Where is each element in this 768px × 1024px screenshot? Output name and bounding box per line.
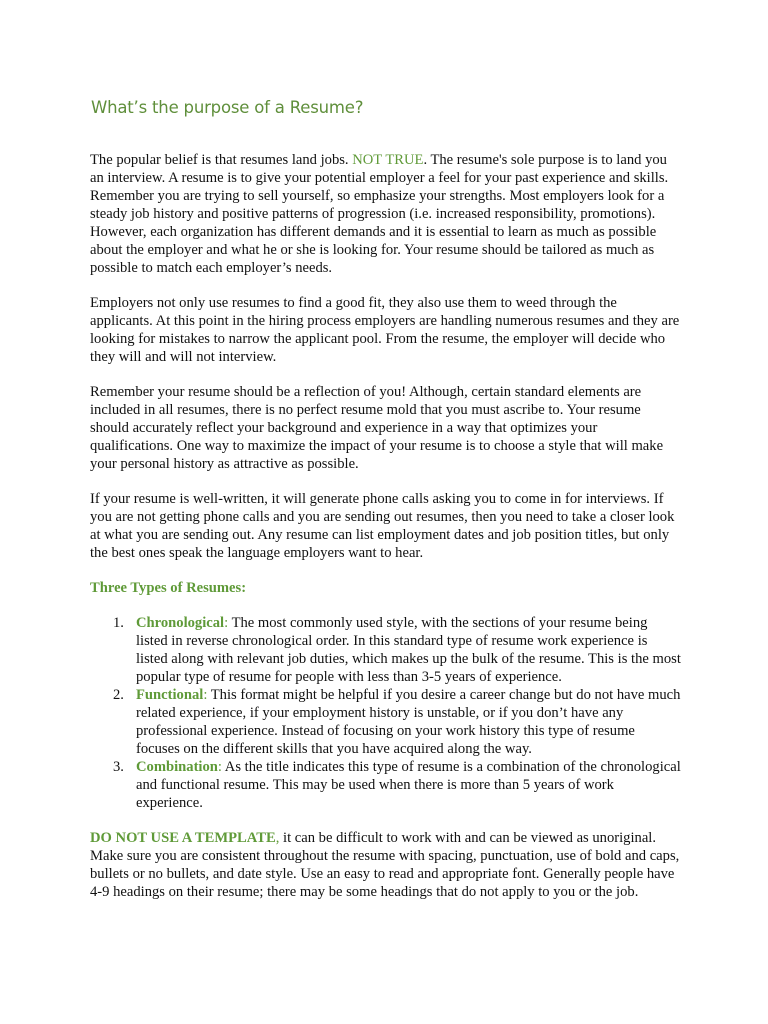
term-colon: : <box>203 687 208 703</box>
list-number: 1. <box>113 615 124 631</box>
list-number: 2. <box>113 687 124 703</box>
types-heading: Three Types of Resumes: <box>90 580 247 596</box>
template-comma: , <box>275 830 280 846</box>
do-not-use-template-highlight: DO NOT USE A TEMPLATE <box>90 830 276 846</box>
list-number: 3. <box>113 759 124 775</box>
paragraph-template-rest: it can be difficult to work with and can be viewed as unoriginal. Make sure you are consistent throughout the resume with spacing, punctuation, use of bold and caps, bullets or no bullets, and date style. Use an easy to read and appropriate font. Generally people have 4-9 headings on their resume; there may be some headings that do not apply to you or the job. <box>90 830 680 900</box>
term-combination: Combination <box>136 759 218 775</box>
term-functional: Functional <box>136 687 204 703</box>
description-combination: As the title indicates this type of resume is a combination of the chronological and functional resume. This may be used when there is more than 5 years of work experience. <box>136 759 681 811</box>
paragraph-employers: Employers not only use resumes to find a good fit, they also use them to weed through the applicants. At this point in the hiring process employers are handling numerous resumes and they are looking for mistakes to narrow the applicant pool. From the resume, the employer will decide who they will and will not interview. <box>90 295 680 365</box>
document-body <box>90 151 682 918</box>
term-colon: : <box>217 759 222 775</box>
list-item-functional <box>90 686 682 758</box>
not-true-highlight: NOT TRUE <box>352 152 424 168</box>
list-item-chronological <box>90 614 682 686</box>
description-functional: This format might be helpful if you desire a career change but do not have much related experience, if your employment history is unstable, or if you don’t have any professional experience. Instead of focusing on your work history this type of resume focuses on the different skills that you have acquired along the way. <box>136 687 681 757</box>
paragraph-well-written: If your resume is well-written, it will generate phone calls asking you to come in for interviews. If you are not getting phone calls and you are sending out resumes, then you need to take a closer look at what you are sending out. Any resume can list employment dates and job position titles, but only the best ones speak the language employers want to hear. <box>90 491 675 561</box>
page-title: What’s the purpose of a Resume? <box>91 98 364 117</box>
term-colon: : <box>224 615 229 631</box>
paragraph-template <box>90 829 682 901</box>
paragraph-purpose-intro: The popular belief is that resumes land jobs. <box>90 152 353 168</box>
term-chronological: Chronological <box>136 615 225 631</box>
paragraph-purpose <box>90 151 682 277</box>
paragraph-purpose-rest: . The resume's sole purpose is to land you an interview. A resume is to give your potential employer a feel for your past experience and skills. Remember you are trying to sell yourself, so emphasize your strengths. Most employers look for a steady job history and positive patterns of progression (i.e. increased responsibility, promotions). However, each organization has different demands and it is essential to learn as much as possible about the employer and what he or she is looking for. Your resume should be tailored as much as possible to match each employer’s needs. <box>90 152 669 276</box>
resume-types-list <box>90 614 682 812</box>
list-item-combination <box>90 758 682 812</box>
description-chronological: The most commonly used style, with the sections of your resume being listed in reverse chronological order. In this standard type of resume work experience is listed along with relevant job duties, which makes up the bulk of the resume. This is the most popular type of resume for people with less than 3-5 years of experience. <box>136 615 681 685</box>
paragraph-reflection: Remember your resume should be a reflection of you! Although, certain standard elements are included in all resumes, there is no perfect resume mold that you must ascribe to. Your resume should accurately reflect your background and experience in a way that optimizes your qualifications. One way to maximize the impact of your resume is to choose a style that will make your personal history as attractive as possible. <box>90 384 664 472</box>
